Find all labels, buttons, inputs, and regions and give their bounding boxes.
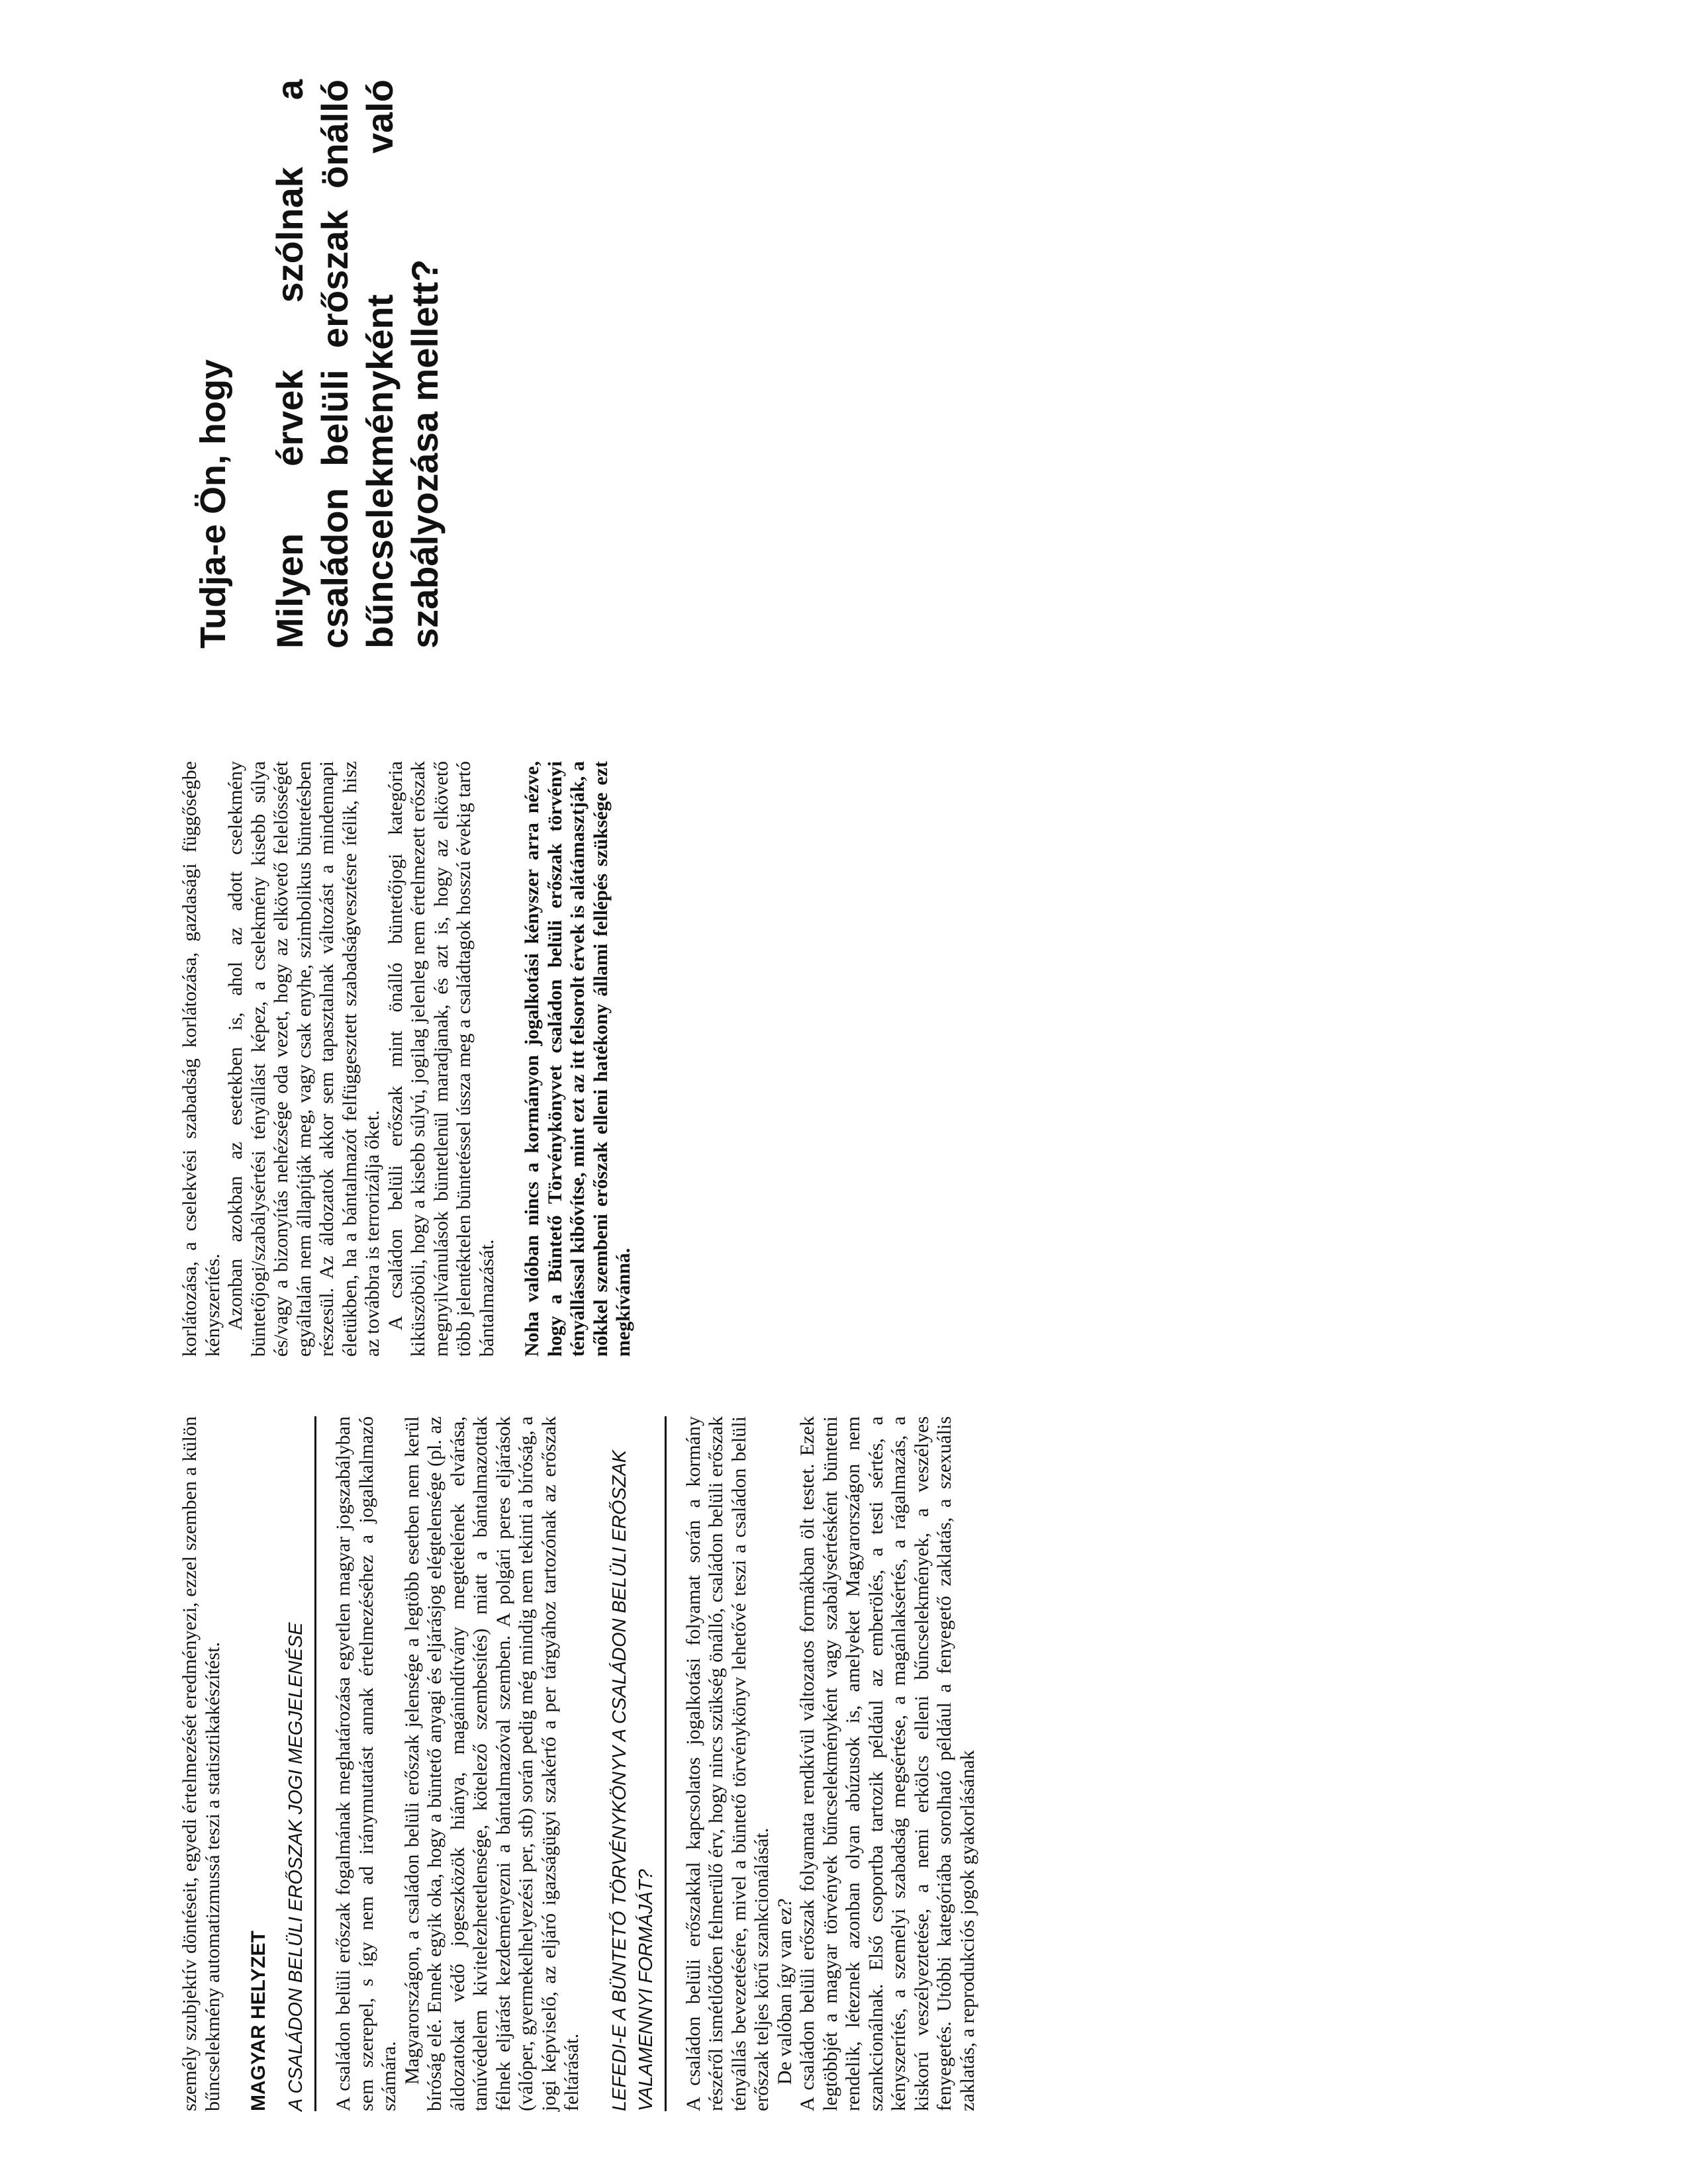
paragraph: Azonban azokban az esetekben is, ahol az adott cselekmény büntetőjogi/szabálysértési tényállást képez, a cselekmény kisebb súlya és/vagy a bizonyítás nehézsége oda vezet, hogy az elkövető felelősségét egyáltalán nem állapítják meg, vagy csak enyhe, szimbolikus büntetésben részesül. Az áldozatok akkor sem tapasztalnak változást a mindennapi életükben, ha a bántalmazót felfüggesztett szabadságvesztésre ítélik, hisz az továbbra is terrorizálja őket. <box>224 761 383 1357</box>
paragraph: korlátozása, a cselekvési szabadság korlátozása, gazdasági függőségbe kényszerítés. <box>179 761 224 1357</box>
paragraph: Magyarországon, a családon belüli erőszak jelensége a legtöbb esetben nem kerül bíróság elé. Ennek egyik oka, hogy a büntető anyagi és eljárásjog elégtelensége (pl. az áldozatokat védő jogeszközök hiánya, magánindítvány megtételének elvárása, tanúvédelem kivitelezhetetlensége, kötelező szembesítés) miatt a bántalmazottak félnek eljárást kezdeményezni a bántalmazóval szemben. A polgári peres eljárások (válóper, gyermekelhelyezési per, stb) során pedig még mindig nem tekinti a bíróság, a jogi képviselő, az eljáró igazságügyi szakértő a per tárgyához tartozónak az erőszak feltárását. <box>400 1416 583 2111</box>
paragraph: A családon belüli erőszak folyamata rendkívül változatos formákban ölt testet. Ezek legtöbbjét a magyar törvények bűncselekményként vagy szabálysértésként büntetni rendelik, léteznek azonban olyan abúzusok is, amelyeket Magyarországon nem szankcionálnak. Első csoportba tartozik például az emberölés, a testi sértés, a kényszerítés, a személyi szabadság megsértése, a magánlaksértés, a rágalmazás, a kiskorú veszélyeztetése, a nemi erkölcs elleni bűncselekmények, a veszélyes fenyegetés. Utóbbi kategóriába sorolható például a fenyegető zaklatás, a szexuális zaklatás, a reprodukciós jogok gyakorlásának <box>796 1416 978 2111</box>
paragraph: A családon belüli erőszak mint önálló büntetőjogi kategória kiküszöböli, hogy a kisebb súlyú, jogilag jelenleg nem értelmezett erőszak megnyilvánulások büntetlenül maradjanak, és azt is, hogy az elkövető több jelentéktelen büntetéssel ússza meg a családtagok hosszú évekig tartó bántalmazását. <box>384 761 498 1357</box>
left-column <box>0 1390 1688 2184</box>
paragraph: De valóban így van ez? <box>773 1898 796 2085</box>
paragraph: A családon belüli erőszakkal kapcsolatos jogalkotási folyamat során a kormány részéről ismétlődően felmerülő érv, hogy nincs szükség önálló, családon belüli erőszak tényállás bevezetésére, mivel a büntető törvénykönyv lehetővé teszi a családon belüli erőszak teljes körű szankcionálását. <box>682 1416 773 2111</box>
paragraph: A családon belüli erőszak fogalmának meghatározása egyetlen magyar jogszabályban sem szerepel, s így nem ad iránymutatást annak értelmezéséhez a jogalkalmazó számára. <box>332 1416 400 2111</box>
subsection-title-2: LEFEDI-E A BÜNTETŐ TÖRVÉNYKÖNYV A CSALÁDON BELÜLI ERŐSZAK VALAMENNYI FORMÁJÁT? <box>606 1416 667 2111</box>
question-heading: Milyen érvek szólnak a családon belüli erőszak önálló bűncselekményként való szabályozása mellett? <box>269 79 445 649</box>
section-title: MAGYAR HELYZET <box>248 1931 269 2111</box>
subsection-title-1: A CSALÁDON BELÜLI ERŐSZAK JOGI MEGJELENÉSE <box>283 1416 316 2111</box>
conclusion-paragraph: Noha valóban nincs a kormányon jogalkotási kényszer arra nézve, hogy a Büntető Törvénykönyvet családon belüli erőszak törvényi tényállással kibővítse, mint ezt az itt felsorolt érvek is alátámasztják, a nőkkel szembeni erőszak elleni hatékony állami fellépés szüksége ezt megkívánná. <box>521 761 634 1357</box>
right-column <box>0 0 1688 688</box>
lead-heading: Tudja-e Ön, hogy <box>193 359 233 649</box>
middle-column <box>0 735 1688 1383</box>
intro-paragraph: személy szubjektív döntéseit, egyedi értelmezését eredményezi, ezzel szemben a külön bűncselekmény automatizmussá teszi a statisztikakészítést. <box>179 1416 224 2111</box>
